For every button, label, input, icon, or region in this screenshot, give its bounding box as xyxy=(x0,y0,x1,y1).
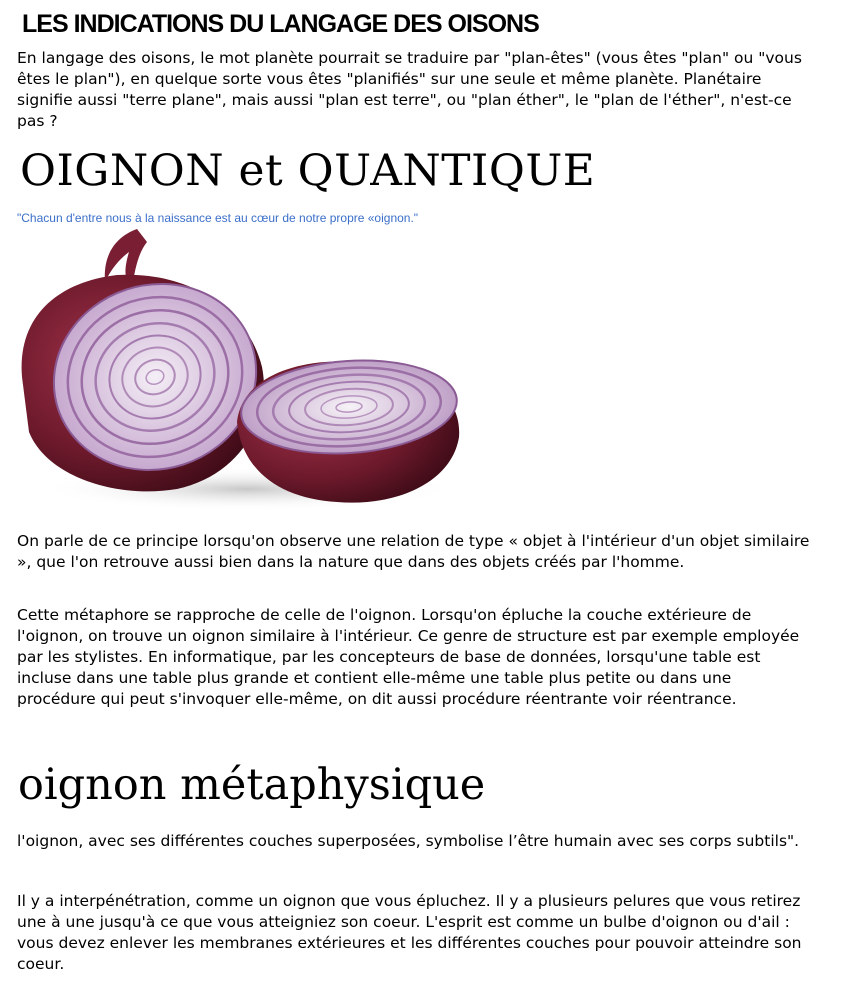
quote-text: "Chacun d'entre nous à la naissance est au cœur de notre propre «oignon." xyxy=(17,211,419,225)
section-title-quantique: OIGNON et QUANTIQUE xyxy=(20,146,596,196)
onion-image xyxy=(17,227,462,517)
page-heading: LES INDICATIONS DU LANGAGE DES OISONS xyxy=(22,10,539,38)
section2-paragraph-2: Il y a interpénétration, comme un oignon que vous épluchez. Il y a plusieurs pelures que vous retirez une à une jusqu'à ce que vous atteigniez son coeur. L'esprit est comme un bulbe d'oignon ou d'ail : vous devez enlever les membranes extérieures et les différentes couches pour pouvoir atteindre son coeur. xyxy=(17,892,802,973)
intro-paragraph: En langage des oisons, le mot planète pourrait se traduire par "plan-êtes" (vous êtes "plan" ou "vous êtes le plan"), en quelque sorte vous êtes "planifiés" sur une seule et même planète. Planétaire signifie aussi "terre plane", mais aussi "plan est terre", ou "plan éther", le "plan de l'éther", n'est-ce pas ? xyxy=(17,49,802,130)
section1-paragraph-1: On parle de ce principe lorsqu'on observe une relation de type « objet à l'intérieur d'un objet similaire », que l'on retrouve aussi bien dans la nature que dans des objets créés par l'homme. xyxy=(17,532,810,571)
section-title-metaphysique: oignon métaphysique xyxy=(18,760,486,810)
section2-paragraph-1: l'oignon, avec ses différentes couches superposées, symbolise l’être humain avec ses corps subtils". xyxy=(17,832,800,850)
section1-paragraph-2: Cette métaphore se rapproche de celle de l'oignon. Lorsqu'on épluche la couche extérieure de l'oignon, on trouve un oignon similaire à l'intérieur. Ce genre de structure est par exemple employée par les stylistes. En informatique, par les concepteurs de base de données, lorsqu'une table est incluse dans une table plus grande et contient elle-même une table plus petite ou dans une procédure qui peut s'invoquer elle-même, on dit aussi procédure réentrante voir réentrance. xyxy=(17,606,800,708)
